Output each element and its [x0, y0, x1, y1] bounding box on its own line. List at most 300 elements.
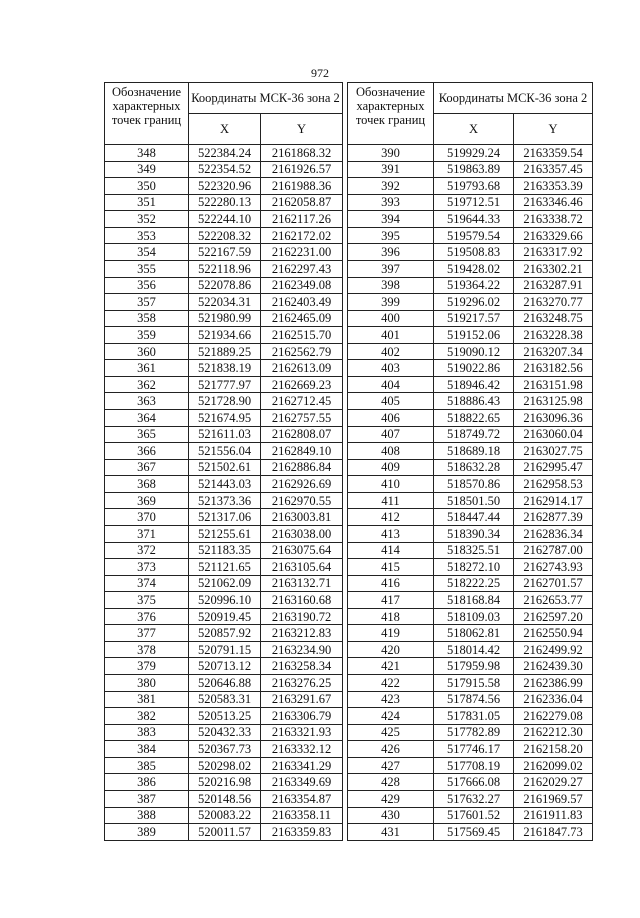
table-row	[348, 310, 593, 327]
cell-x: 519793.68	[434, 178, 514, 195]
cell-x: 518632.28	[434, 459, 514, 476]
cell-point: 403	[348, 360, 434, 377]
table-row	[105, 757, 343, 774]
cell-y: 2161911.83	[514, 807, 593, 824]
cell-y: 2163359.83	[261, 824, 343, 841]
table-row	[348, 575, 593, 592]
cell-x: 519428.02	[434, 260, 514, 277]
cell-point: 417	[348, 592, 434, 609]
cell-y: 2163349.69	[261, 774, 343, 791]
cell-point: 370	[105, 509, 189, 526]
table-row	[105, 393, 343, 410]
cell-y: 2163270.77	[514, 294, 593, 311]
table-row	[348, 608, 593, 625]
cell-y: 2163207.34	[514, 343, 593, 360]
table-row	[348, 244, 593, 261]
cell-y: 2163276.25	[261, 675, 343, 692]
cell-point: 351	[105, 194, 189, 211]
cell-point: 428	[348, 774, 434, 791]
table-row	[348, 757, 593, 774]
table-row	[348, 476, 593, 493]
table-row	[105, 145, 343, 162]
cell-x: 521611.03	[189, 426, 261, 443]
table-row	[105, 608, 343, 625]
cell-x: 517601.52	[434, 807, 514, 824]
cell-y: 2163038.00	[261, 525, 343, 542]
cell-x: 520646.88	[189, 675, 261, 692]
cell-point: 385	[105, 757, 189, 774]
cell-x: 521889.25	[189, 343, 261, 360]
cell-point: 367	[105, 459, 189, 476]
cell-point: 377	[105, 625, 189, 642]
cell-point: 348	[105, 145, 189, 162]
cell-x: 517632.27	[434, 790, 514, 807]
table-row	[348, 592, 593, 609]
table-row	[348, 393, 593, 410]
cell-y: 2162465.09	[261, 310, 343, 327]
cell-point: 352	[105, 211, 189, 228]
table-row	[348, 376, 593, 393]
cell-x: 518272.10	[434, 559, 514, 576]
table-row	[348, 161, 593, 178]
cell-x: 521062.09	[189, 575, 261, 592]
cell-point: 399	[348, 294, 434, 311]
cell-y: 2163003.81	[261, 509, 343, 526]
table-row	[105, 443, 343, 460]
cell-point: 374	[105, 575, 189, 592]
cell-x: 522167.59	[189, 244, 261, 261]
cell-point: 405	[348, 393, 434, 410]
table-row	[105, 807, 343, 824]
cell-x: 518325.51	[434, 542, 514, 559]
cell-x: 521443.03	[189, 476, 261, 493]
table-row	[105, 824, 343, 841]
cell-x: 518222.25	[434, 575, 514, 592]
cell-x: 519090.12	[434, 343, 514, 360]
cell-y: 2163341.29	[261, 757, 343, 774]
cell-point: 362	[105, 376, 189, 393]
cell-y: 2161926.57	[261, 161, 343, 178]
table-row	[348, 227, 593, 244]
cell-x: 518501.50	[434, 492, 514, 509]
cell-x: 517831.05	[434, 708, 514, 725]
cell-y: 2162349.08	[261, 277, 343, 294]
cell-y: 2162439.30	[514, 658, 593, 675]
cell-point: 416	[348, 575, 434, 592]
cell-point: 398	[348, 277, 434, 294]
cell-y: 2163353.39	[514, 178, 593, 195]
cell-point: 363	[105, 393, 189, 410]
cell-point: 410	[348, 476, 434, 493]
cell-point: 360	[105, 343, 189, 360]
table-row	[105, 244, 343, 261]
table-row	[105, 525, 343, 542]
table-row	[348, 542, 593, 559]
cell-y: 2163132.71	[261, 575, 343, 592]
table-row	[105, 227, 343, 244]
cell-y: 2161969.57	[514, 790, 593, 807]
cell-y: 2162158.20	[514, 741, 593, 758]
cell-y: 2163151.98	[514, 376, 593, 393]
cell-x: 518390.34	[434, 525, 514, 542]
table-row	[348, 741, 593, 758]
cell-point: 384	[105, 741, 189, 758]
cell-y: 2163332.12	[261, 741, 343, 758]
cell-x: 517915.58	[434, 675, 514, 692]
cell-x: 520919.45	[189, 608, 261, 625]
cell-x: 520148.56	[189, 790, 261, 807]
cell-x: 517708.19	[434, 757, 514, 774]
cell-y: 2162550.94	[514, 625, 593, 642]
table-row	[348, 641, 593, 658]
cell-x: 518822.65	[434, 410, 514, 427]
cell-y: 2163125.98	[514, 393, 593, 410]
table-row	[105, 294, 343, 311]
cell-x: 519579.54	[434, 227, 514, 244]
coordinates-table-left	[104, 82, 343, 841]
table-row	[348, 277, 593, 294]
table-row	[348, 790, 593, 807]
cell-y: 2162653.77	[514, 592, 593, 609]
cell-x: 521556.04	[189, 443, 261, 460]
cell-x: 517874.56	[434, 691, 514, 708]
table-row	[105, 376, 343, 393]
cell-point: 427	[348, 757, 434, 774]
cell-x: 518168.84	[434, 592, 514, 609]
cell-x: 518946.42	[434, 376, 514, 393]
cell-x: 522320.96	[189, 178, 261, 195]
cell-point: 415	[348, 559, 434, 576]
table-row	[348, 459, 593, 476]
cell-y: 2162386.99	[514, 675, 593, 692]
cell-y: 2162712.45	[261, 393, 343, 410]
cell-x: 520713.12	[189, 658, 261, 675]
coordinates-table-right	[347, 82, 593, 841]
point-label-header: Обозначение характерных точек границ	[348, 83, 434, 145]
cell-x: 520857.92	[189, 625, 261, 642]
cell-y: 2163302.21	[514, 260, 593, 277]
cell-point: 375	[105, 592, 189, 609]
cell-y: 2162597.20	[514, 608, 593, 625]
cell-y: 2162743.93	[514, 559, 593, 576]
cell-x: 519364.22	[434, 277, 514, 294]
table-row	[348, 145, 593, 162]
cell-point: 365	[105, 426, 189, 443]
cell-y: 2163317.92	[514, 244, 593, 261]
table-row	[348, 410, 593, 427]
cell-y: 2162099.02	[514, 757, 593, 774]
cell-x: 521183.35	[189, 542, 261, 559]
cell-point: 404	[348, 376, 434, 393]
cell-x: 519712.51	[434, 194, 514, 211]
cell-x: 520083.22	[189, 807, 261, 824]
cell-x: 519929.24	[434, 145, 514, 162]
cell-point: 372	[105, 542, 189, 559]
table-row	[348, 343, 593, 360]
cell-y: 2162117.26	[261, 211, 343, 228]
cell-point: 368	[105, 476, 189, 493]
cell-point: 359	[105, 327, 189, 344]
cell-y: 2163354.87	[261, 790, 343, 807]
table-row	[105, 492, 343, 509]
table-row	[348, 807, 593, 824]
cell-y: 2162877.39	[514, 509, 593, 526]
cell-y: 2162808.07	[261, 426, 343, 443]
cell-y: 2163358.11	[261, 807, 343, 824]
cell-point: 379	[105, 658, 189, 675]
cell-y: 2163190.72	[261, 608, 343, 625]
table-row	[105, 459, 343, 476]
cell-x: 521317.06	[189, 509, 261, 526]
table-row	[105, 343, 343, 360]
cell-point: 393	[348, 194, 434, 211]
cell-point: 389	[105, 824, 189, 841]
table-row	[105, 724, 343, 741]
cell-x: 518689.18	[434, 443, 514, 460]
table-row	[348, 194, 593, 211]
cell-y: 2162958.53	[514, 476, 593, 493]
cell-point: 387	[105, 790, 189, 807]
cell-x: 522244.10	[189, 211, 261, 228]
table-row	[348, 294, 593, 311]
cell-point: 395	[348, 227, 434, 244]
cell-x: 519296.02	[434, 294, 514, 311]
cell-x: 522208.32	[189, 227, 261, 244]
table-row	[348, 509, 593, 526]
cell-point: 371	[105, 525, 189, 542]
cell-y: 2163329.66	[514, 227, 593, 244]
cell-x: 522078.86	[189, 277, 261, 294]
table-row	[348, 658, 593, 675]
cell-y: 2162669.23	[261, 376, 343, 393]
cell-y: 2162029.27	[514, 774, 593, 791]
table-row	[105, 327, 343, 344]
cell-x: 520298.02	[189, 757, 261, 774]
cell-point: 431	[348, 824, 434, 841]
table-row	[348, 426, 593, 443]
cell-x: 520011.57	[189, 824, 261, 841]
cell-y: 2163060.04	[514, 426, 593, 443]
cell-point: 396	[348, 244, 434, 261]
cell-x: 521674.95	[189, 410, 261, 427]
cell-point: 414	[348, 542, 434, 559]
cell-y: 2162279.08	[514, 708, 593, 725]
cell-point: 353	[105, 227, 189, 244]
table-row	[105, 559, 343, 576]
page-number: 972	[311, 66, 329, 80]
table-body-right	[348, 145, 593, 841]
cell-point: 366	[105, 443, 189, 460]
cell-x: 521121.65	[189, 559, 261, 576]
table-body-left	[105, 145, 343, 841]
cell-y: 2163096.36	[514, 410, 593, 427]
cell-y: 2161868.32	[261, 145, 343, 162]
table-row	[105, 641, 343, 658]
cell-point: 429	[348, 790, 434, 807]
cell-point: 390	[348, 145, 434, 162]
cell-x: 518062.81	[434, 625, 514, 642]
cell-x: 519217.57	[434, 310, 514, 327]
table-row	[348, 675, 593, 692]
table-row	[105, 691, 343, 708]
cell-point: 407	[348, 426, 434, 443]
cell-point: 418	[348, 608, 434, 625]
cell-x: 519508.83	[434, 244, 514, 261]
table-row	[348, 724, 593, 741]
table-row	[105, 774, 343, 791]
cell-point: 406	[348, 410, 434, 427]
cell-point: 411	[348, 492, 434, 509]
cell-point: 422	[348, 675, 434, 692]
y-header: Y	[514, 114, 593, 145]
cell-y: 2163228.38	[514, 327, 593, 344]
cell-x: 521777.97	[189, 376, 261, 393]
cell-x: 521255.61	[189, 525, 261, 542]
cell-point: 426	[348, 741, 434, 758]
cell-point: 412	[348, 509, 434, 526]
x-header: X	[189, 114, 261, 145]
table-row	[105, 211, 343, 228]
cell-point: 402	[348, 343, 434, 360]
cell-point: 419	[348, 625, 434, 642]
table-row	[105, 260, 343, 277]
table-row	[348, 774, 593, 791]
cell-y: 2161847.73	[514, 824, 593, 841]
cell-y: 2162499.92	[514, 641, 593, 658]
cell-point: 388	[105, 807, 189, 824]
table-row	[105, 575, 343, 592]
cell-x: 517782.89	[434, 724, 514, 741]
table-row	[348, 178, 593, 195]
cell-y: 2162212.30	[514, 724, 593, 741]
cell-x: 522384.24	[189, 145, 261, 162]
cell-point: 408	[348, 443, 434, 460]
cell-y: 2163258.34	[261, 658, 343, 675]
cell-y: 2162336.04	[514, 691, 593, 708]
cell-x: 518109.03	[434, 608, 514, 625]
table-row	[348, 559, 593, 576]
table-row	[105, 790, 343, 807]
cell-point: 369	[105, 492, 189, 509]
cell-point: 350	[105, 178, 189, 195]
x-header: X	[434, 114, 514, 145]
cell-point: 373	[105, 559, 189, 576]
table-row	[348, 443, 593, 460]
cell-x: 518570.86	[434, 476, 514, 493]
cell-x: 519863.89	[434, 161, 514, 178]
cell-x: 522118.96	[189, 260, 261, 277]
cell-point: 364	[105, 410, 189, 427]
cell-point: 394	[348, 211, 434, 228]
cell-point: 401	[348, 327, 434, 344]
cell-y: 2162995.47	[514, 459, 593, 476]
cell-y: 2162886.84	[261, 459, 343, 476]
table-row	[105, 410, 343, 427]
cell-x: 522034.31	[189, 294, 261, 311]
cell-point: 392	[348, 178, 434, 195]
cell-y: 2163321.93	[261, 724, 343, 741]
cell-x: 517746.17	[434, 741, 514, 758]
cell-y: 2163248.75	[514, 310, 593, 327]
cell-x: 520513.25	[189, 708, 261, 725]
cell-y: 2162172.02	[261, 227, 343, 244]
cell-x: 518886.43	[434, 393, 514, 410]
cell-point: 361	[105, 360, 189, 377]
cell-y: 2162297.43	[261, 260, 343, 277]
cell-x: 518447.44	[434, 509, 514, 526]
cell-x: 521838.19	[189, 360, 261, 377]
cell-point: 383	[105, 724, 189, 741]
table-row	[348, 327, 593, 344]
cell-y: 2162613.09	[261, 360, 343, 377]
cell-x: 522354.52	[189, 161, 261, 178]
cell-y: 2162926.69	[261, 476, 343, 493]
cell-y: 2163338.72	[514, 211, 593, 228]
y-header: Y	[261, 114, 343, 145]
table-row	[105, 476, 343, 493]
cell-x: 519152.06	[434, 327, 514, 344]
table-row	[348, 625, 593, 642]
cell-y: 2162757.55	[261, 410, 343, 427]
table-row	[105, 310, 343, 327]
table-row	[348, 492, 593, 509]
table-row	[348, 260, 593, 277]
cell-x: 520216.98	[189, 774, 261, 791]
cell-point: 349	[105, 161, 189, 178]
cell-y: 2163075.64	[261, 542, 343, 559]
cell-x: 520791.15	[189, 641, 261, 658]
cell-y: 2163287.91	[514, 277, 593, 294]
cell-point: 357	[105, 294, 189, 311]
cell-x: 519644.33	[434, 211, 514, 228]
cell-x: 518749.72	[434, 426, 514, 443]
cell-y: 2162058.87	[261, 194, 343, 211]
cell-y: 2163160.68	[261, 592, 343, 609]
cell-y: 2163105.64	[261, 559, 343, 576]
cell-y: 2162849.10	[261, 443, 343, 460]
point-label-header: Обозначение характерных точек границ	[105, 83, 189, 145]
cell-y: 2163359.54	[514, 145, 593, 162]
cell-point: 356	[105, 277, 189, 294]
cell-x: 521728.90	[189, 393, 261, 410]
table-row	[105, 542, 343, 559]
table-row	[348, 824, 593, 841]
cell-point: 400	[348, 310, 434, 327]
table-row	[105, 658, 343, 675]
cell-point: 397	[348, 260, 434, 277]
table-row	[105, 741, 343, 758]
table-row	[105, 426, 343, 443]
coords-header: Координаты МСК-36 зона 2	[434, 83, 593, 114]
cell-point: 378	[105, 641, 189, 658]
cell-y: 2162231.00	[261, 244, 343, 261]
cell-y: 2162701.57	[514, 575, 593, 592]
table-row	[105, 625, 343, 642]
cell-point: 413	[348, 525, 434, 542]
cell-x: 521502.61	[189, 459, 261, 476]
cell-point: 381	[105, 691, 189, 708]
cell-x: 522280.13	[189, 194, 261, 211]
cell-x: 521934.66	[189, 327, 261, 344]
table-row	[105, 161, 343, 178]
cell-x: 517959.98	[434, 658, 514, 675]
cell-point: 424	[348, 708, 434, 725]
cell-x: 518014.42	[434, 641, 514, 658]
cell-x: 519022.86	[434, 360, 514, 377]
cell-x: 517569.45	[434, 824, 514, 841]
cell-point: 430	[348, 807, 434, 824]
cell-y: 2163212.83	[261, 625, 343, 642]
